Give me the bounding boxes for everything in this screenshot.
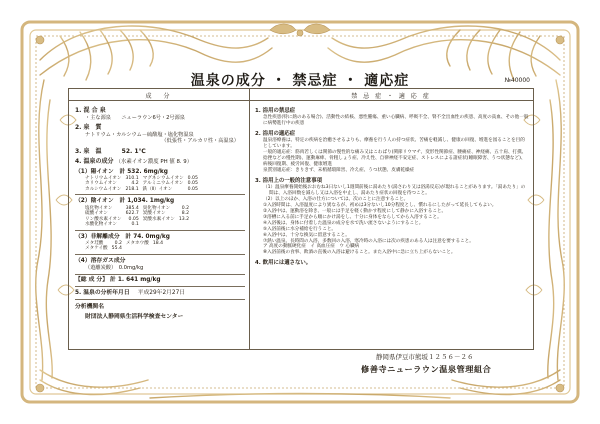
ion-name: ナトリウムイオン	[85, 175, 122, 181]
precaution-item: ア 高度の動脈硬化症 イ 高血圧症 ウ 心臓病	[263, 244, 360, 250]
ion-name: マグネシウムイオン	[142, 175, 184, 181]
analysis-date-row	[75, 290, 245, 297]
ion-value: 218.1	[125, 186, 139, 192]
ion-name: アルミニウムイオン	[142, 181, 184, 187]
precaution-item: ②入浴中は、運動浴を除き、一般には手足を軽く動かす程度にして静かに入浴すること。	[263, 208, 447, 214]
divider	[75, 299, 245, 300]
spring-quality: ナトリウム・カルシウム－硫酸塩・塩化物温泉	[85, 131, 194, 138]
ion-value: 0.05	[187, 181, 198, 187]
precaution-item: ⑤入浴前後に水分補給を行うこと。	[263, 226, 337, 232]
contraindications-text: 急性疾患(特に熱のある場合)、活動性の結核、悪性腫瘍、重い心臓病、呼吸不全、腎不全出血性の疾患、高度の貧血、その他一般に病勢進行中の疾患	[263, 115, 529, 126]
ion-value: 0.05	[128, 216, 139, 222]
ion-value: 55.4	[111, 246, 122, 252]
certificate-title: 温泉の成分 ・ 禁忌症 ・ 適応症	[190, 73, 410, 89]
ion-name: メタケイ酸	[85, 246, 108, 252]
composition-column	[75, 104, 245, 322]
ion-value: 13.2	[178, 216, 190, 222]
ion-name: リン酸水素イオン	[85, 216, 122, 222]
footer-address: 静岡県伊豆市熊坂１２５６－２６	[376, 353, 474, 361]
temperature-heading: 3. 泉 温	[75, 147, 102, 155]
precaution-item: （2）以上のほか、入浴の仕方については、次のことに注意すること。	[263, 196, 409, 202]
ion-name: カリウムイオン	[85, 181, 117, 187]
temperature-value: 52. 1℃	[121, 147, 146, 155]
ion-value: 8.2	[181, 211, 190, 217]
divider	[75, 230, 245, 231]
indications-column	[255, 104, 529, 267]
precautions-list	[255, 185, 529, 257]
footer-organization: 修善寺ニューラウン温泉管理組合	[361, 364, 492, 374]
precaution-item: ③浴槽に入る前に手足から順にかけ湯をし、十分に身体をならしてから入浴すること。	[263, 214, 442, 220]
precaution-item: （1）温泉療養開始後おおむね3日ないし1週間前後に湯あたり(湯さわり又は浴湯反応)が現れることがあります。「湯あたり」の間は、入浴回数を減らし又は入浴を中止し、湯あたり症状の回復を待つこと。	[263, 184, 526, 196]
ion-value: 0.2	[181, 205, 190, 211]
ion-name: メタホウ酸	[125, 240, 149, 246]
general-indications: 一般的適応症：筋肉若しくは関節の慢性的な痛み又はこわばり(関節リウマチ、変形性関節症、腰痛症、神経痛、五十肩、打撲、捻挫などの慢性期)、運動麻痺、骨粗しょう症、冷え性、自律神経不安定症、ストレスによる諸症状(睡眠障害、うつ状態など)、病後回復期、疲労回復、健康増進	[263, 149, 527, 167]
precaution-item: ⑥入浴中は、十分な換気に留意すること。	[263, 232, 350, 238]
ion-value: 18.4	[152, 240, 164, 246]
anion-table	[83, 206, 191, 228]
ion-name: 水酸化物イオン	[85, 222, 118, 228]
ion-value: 385.4	[125, 205, 139, 211]
column-divider	[249, 89, 250, 349]
ion-name: 炭酸イオン	[142, 211, 166, 217]
undissociated-heading: （3）非解離成分 計 74. 0mg/kg	[75, 233, 170, 240]
ion-row	[83, 187, 200, 193]
precaution-item: ①入浴時間は、入浴温度により異なるが、初めは3分ないし10分程度とし、慣れるにしたがって延長してもよい。	[263, 202, 497, 208]
ion-value: 4.2	[131, 181, 139, 187]
ion-value: 622.7	[125, 211, 139, 217]
cation-table	[83, 176, 200, 193]
ion-name: 塩化物イオン	[85, 205, 113, 211]
total-components: 【総 成 分】 計 1. 641 mg/kg	[75, 276, 161, 283]
ion-name: 臭化物イオン	[142, 205, 171, 211]
ion-value: 0.1	[131, 222, 139, 228]
ion-row	[83, 222, 191, 228]
precautions-heading: 3. 浴用上の一般的注意事項	[255, 177, 322, 184]
section-components	[75, 158, 245, 166]
ion-value: 310.1	[125, 175, 139, 181]
section-mixed-spring: 1. 混 合 泉	[75, 107, 106, 114]
ion-name: 鉄（Ⅱ）イオン	[142, 186, 173, 192]
precaution-item: ④入浴後は、身体に付着した温泉の成分を水で洗い流さないようにすること。	[263, 220, 424, 226]
precaution-item: ⑧入浴前後の食事、飲酒の直後の入浴は避けること。また入浴中に急に立ち上がらないこと。	[263, 250, 456, 256]
section-spring-quality: 2. 泉 質	[75, 124, 102, 131]
indications-heading: 2. 浴用の適応症	[255, 130, 296, 137]
ion-name	[124, 246, 151, 252]
table-header	[69, 89, 533, 101]
ion-value: 0.05	[187, 186, 198, 192]
spring-quality-note: （低張性・アルカリ性・高温泉）	[161, 138, 239, 144]
ion-name: 炭酸水素イオン	[142, 216, 175, 222]
divider	[75, 286, 245, 287]
analysis-date-heading: 5. 温泉の分析年月日	[75, 289, 130, 296]
gas-value: （遊離炭酸） 0.0mg/kg	[85, 265, 144, 272]
ion-value: 0.05	[187, 175, 198, 181]
ion-row	[83, 246, 165, 252]
ion-name: 硫酸イオン	[85, 211, 108, 217]
divider	[75, 254, 245, 255]
precaution-item: ⑦熱い温泉、長時間の入浴、多数回の入浴、寒冷時の入浴には次の疾患のある人は注意を要すること。	[263, 238, 474, 244]
ion-value	[151, 246, 165, 252]
cation-heading: （1）陽イオン 計 532. 6mg/kg	[75, 168, 168, 175]
components-heading: 4. 温泉の成分	[75, 158, 114, 165]
analysis-org: 財団法人静岡県生活科学検査センター	[85, 314, 184, 321]
undissociated-table	[83, 241, 165, 252]
analysis-date: 平成29年2月27日	[137, 289, 186, 296]
divider	[75, 194, 245, 195]
main-table	[68, 88, 534, 350]
ion-name: カルシウムイオン	[85, 186, 122, 192]
certificate-number: №40000	[504, 77, 530, 84]
header-left: 成 分	[145, 93, 173, 100]
ion-name: メタ珪酸	[85, 240, 104, 246]
main-source: ・主な源泉 ニューラウン6号・2号源泉	[85, 114, 185, 121]
anion-heading: （2）陰イオン 計 1,034. 1mg/kg	[75, 198, 175, 205]
specific-indications: 泉質別適応症：きりきず、末梢循環障害、冷え症、うつ状態、皮膚乾燥症	[263, 167, 415, 173]
gas-heading: （4）溶存ガス成分	[75, 257, 126, 264]
ph-value: （水素イオン濃度 PH 値 8. 9）	[115, 159, 193, 165]
divider	[75, 274, 245, 275]
drinking-note: 4. 飲用には適さない。	[255, 260, 312, 267]
indications-intro: 温泉浴療養は、特定の疾病を治癒させるよりも、療養を行う人の持つ症状、苦痛を軽減し、健康の回復、増進を図ることを目的としています。	[263, 137, 525, 149]
ion-value	[177, 222, 191, 228]
ion-name	[141, 222, 177, 228]
section-temperature	[75, 148, 245, 156]
ion-value: 0.2	[114, 240, 122, 246]
contraindications-heading: 1. 浴用の禁忌症	[255, 108, 296, 114]
analysis-org-label: 分析機関名	[75, 304, 104, 311]
header-right: 禁 忌 症 ・ 適 応 症	[351, 93, 431, 100]
